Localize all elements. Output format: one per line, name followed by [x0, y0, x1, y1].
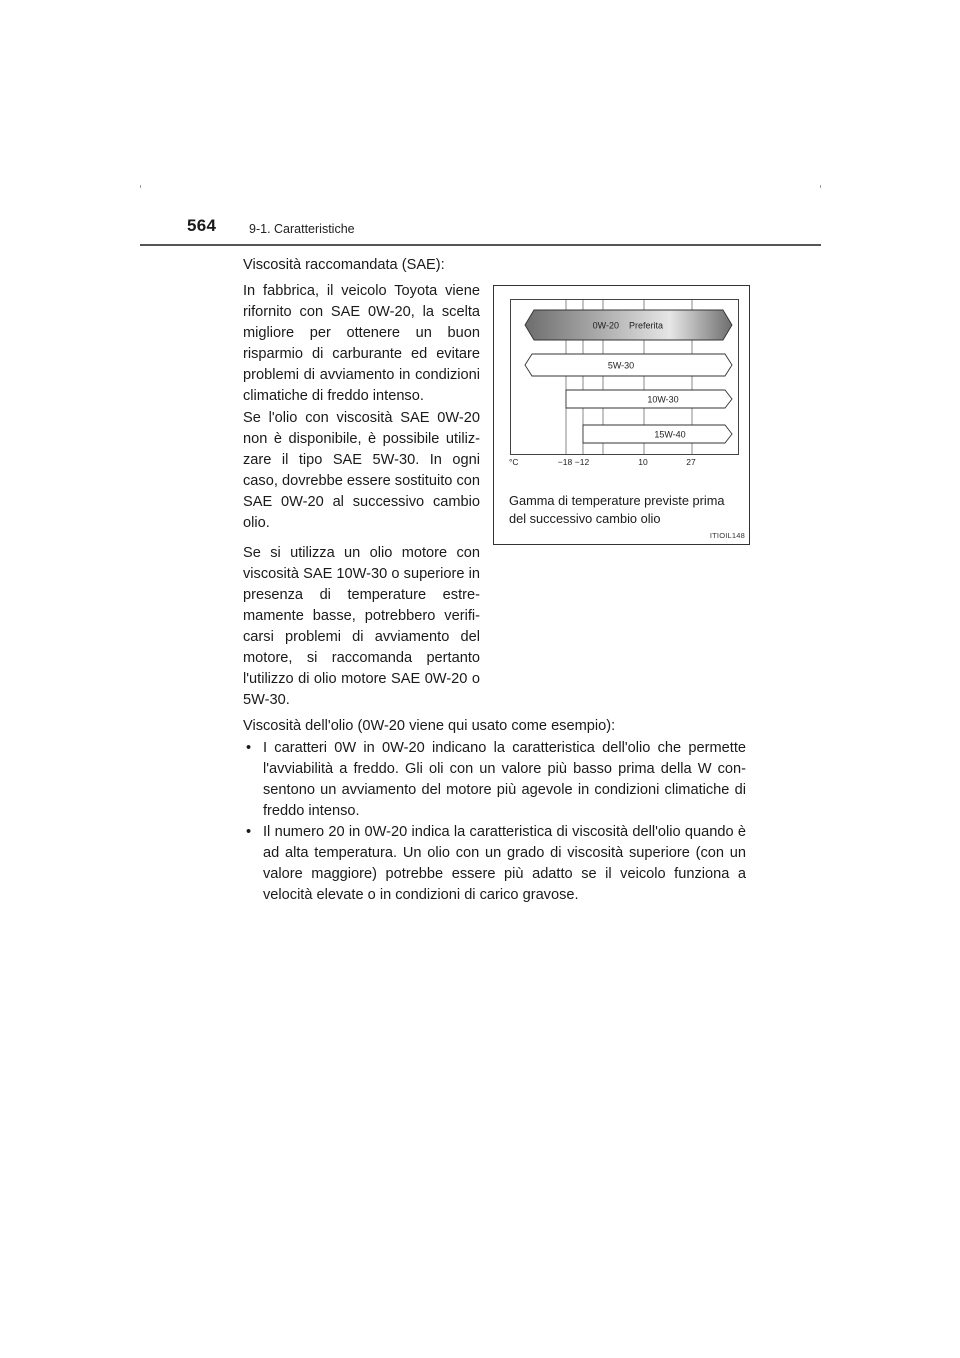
- crop-mark-right: [820, 185, 821, 188]
- viscosity-heading: Viscosità raccomandata (SAE):: [243, 257, 445, 273]
- band-label: 5W-30: [607, 360, 635, 371]
- paragraph-alternative-oil: Se l'olio con viscosità SAE 0W-20 non è disponibile, è possibile utilizzare il tipo SAE 5W-30. In ogni caso, dovrebbe essere sostituito con SAE 0W-20 al successivo cambio olio.: [243, 410, 480, 531]
- bullet-symbol: •: [246, 740, 252, 756]
- viscosity-explanation-list: [243, 738, 746, 906]
- band-label: 10W-30: [647, 394, 679, 405]
- tick-label: −12: [574, 457, 590, 467]
- page-number: 564: [187, 216, 217, 235]
- header-divider: [140, 244, 821, 246]
- viscosity-figure: [493, 285, 750, 545]
- bullet-symbol: •: [246, 824, 252, 840]
- section-title: 9-1. Caratteristiche: [249, 222, 355, 236]
- band-label: 15W-40: [654, 429, 686, 440]
- bullet-text: Il numero 20 in 0W-20 indica la caratteristica di viscosità dell'olio quando è ad alta temperatura. Un olio con un grado di viscosità superiore (con un valore maggiore) potrebbe essere più adatto se il veicolo funziona a velocità elevate o in condizioni di carico gravose.: [263, 824, 746, 903]
- viscosity-example-heading: Viscosità dell'olio (0W-20 viene qui usato come esempio):: [243, 718, 616, 734]
- unit-label: °C: [509, 457, 519, 467]
- figure-id: ITIOIL148: [709, 531, 745, 540]
- paragraph-factory-oil: In fabbrica, il veicolo Toyota viene rifornito con SAE 0W-20, la scelta migliore per ottenere un buon risparmio di carburante ed evitare problemi di avviamento in condizioni climatiche di freddo intenso.: [243, 283, 480, 404]
- band-label: 0W-20: [592, 320, 619, 331]
- tick-label: −18: [557, 457, 573, 467]
- viscosity-chart-svg: [511, 300, 738, 454]
- list-item: [243, 738, 746, 822]
- crop-mark-left: [140, 185, 141, 188]
- bullet-text: I caratteri 0W in 0W-20 indicano la caratteristica dell'olio che permette l'avviabilità a freddo. Gli oli con un valore più basso prima della W consentono un avviamento del motore più agevole in condizioni climatiche di freddo intenso.: [263, 740, 746, 819]
- list-item: [243, 822, 746, 906]
- paragraph-low-temperature: Se si utilizza un olio motore con viscosità SAE 10W-30 o superiore in presenza di temperature estremamente basse, potrebbero verificarsi problemi di avviamento del motore, si raccomanda pertanto l'utilizzo di olio motore SAE 0W-20 o 5W-30.: [243, 545, 480, 708]
- preferred-label: Preferita: [629, 320, 664, 331]
- temperature-range-chart: [510, 299, 739, 455]
- figure-caption: Gamma di temperature previste prima del successivo cambio olio: [509, 493, 725, 526]
- tick-label: 10: [638, 457, 648, 467]
- tick-label: 27: [686, 457, 696, 467]
